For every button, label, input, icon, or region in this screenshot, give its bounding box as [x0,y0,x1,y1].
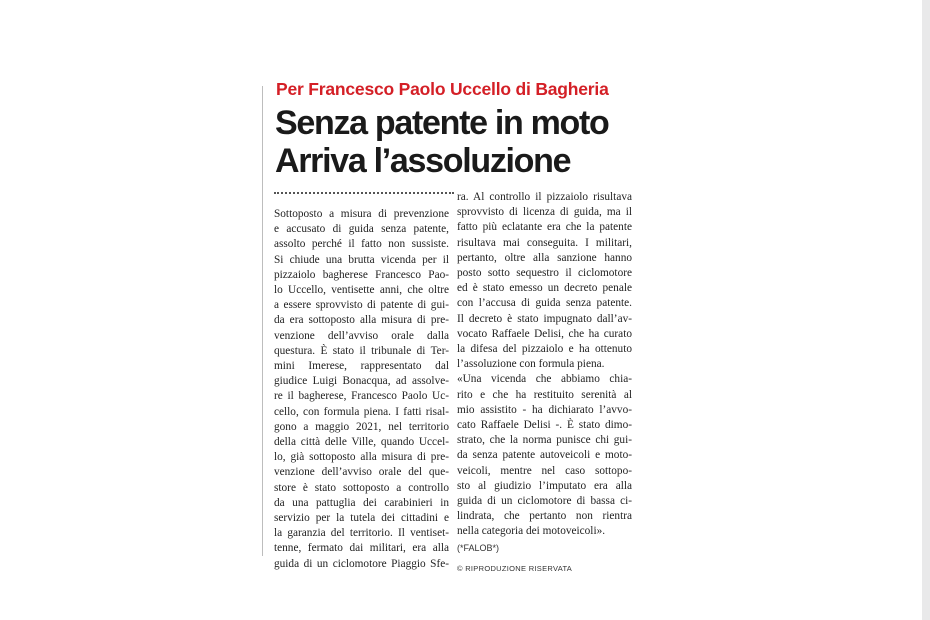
text-line: vocato Raffaele Delisi, che ha curato [457,327,632,340]
text-line: della città delle Ville, quando Uccel- [274,436,449,449]
text-line: guida di un ciclomotore Piaggio Sfe- [274,557,449,570]
text-line: mio assistito - ha dichiarato l’avvo- [457,403,632,416]
text-line: rito e che ha restituito serenità al [457,388,632,401]
text-line: servizio per la tutela dei cittadini e [274,512,449,525]
text-line: pertanto, oltre alla sanzione hanno [457,251,632,264]
quote-paragraph [457,372,632,539]
text-line: da una pattuglia dei carabinieri in [274,496,449,509]
copyright-notice: © RIPRODUZIONE RISERVATA [457,563,573,573]
text-line: sprovvisto di licenza di guida, ma il [457,206,632,219]
body-paragraph [457,190,632,372]
text-line: a essere sprovvisto di patente di gui- [274,299,449,312]
text-line: Il decreto è stato impugnato dall’av- [457,312,632,325]
text-line: «Una vicenda che abbiamo chia- [457,373,632,386]
text-line: posto sotto sequestro il ciclomotore [457,267,632,280]
text-line: da era sottoposto alla misura di pre- [274,314,449,327]
text-line: cato Raffaele Delisi -. È stato dimo- [457,419,632,432]
text-line: e accusato di guida senza patente, [274,223,449,236]
headline-line: Senza patente in moto [275,104,609,142]
article-headline [275,104,609,180]
text-line: giudice Luigi Bonacqua, ad assolve- [274,375,449,388]
dotted-separator [274,192,454,194]
text-line: lo, già sottoposto alla misura di pre- [274,451,449,464]
body-paragraph [274,207,449,572]
text-line: Sottoposto a misura di prevenzione [274,208,449,220]
newspaper-clipping [262,76,640,573]
headline-line: Arriva l’assoluzione [275,142,571,180]
text-line: gono a maggio 2021, nel territorio [274,420,449,433]
text-line: nella categoria dei motoveicoli». [457,525,606,538]
text-line: lo Uccello, ventisette anni, che oltre [274,284,449,297]
text-line: mini Imerese, rappresentato dal [274,360,449,373]
text-line: re il bagherese, Francesco Paolo Uc- [274,390,449,403]
text-line: strato, che la norma punisce chi gui- [457,434,632,447]
body-column-2 [457,190,632,576]
text-line: guida di un ciclomotore di bassa ci- [457,495,632,508]
text-line: ed è stato emesso un decreto penale [457,282,632,295]
column-rule [262,86,263,556]
text-line: Si chiude una brutta vicenda per il [274,253,449,266]
text-line: pizzaiolo bagherese Francesco Pao- [274,268,449,281]
article-kicker: Per Francesco Paolo Uccello di Bagheria [276,79,609,99]
text-line: lindrata, che pertanto non rientra [457,510,632,523]
text-line: la difesa del pizzaiolo e ha ottenuto [457,343,632,356]
text-line: con l’accusa di guida senza patente. [457,297,632,310]
text-line: tenne, fermato dai militari, era alla [274,542,449,555]
text-line: questura. È stato il tribunale di Ter- [274,344,449,357]
text-line: l’assoluzione con formula piena. [457,358,605,371]
author-signature: (*FALOB*) [457,542,500,553]
text-line: sto al giudizio l’imputato era alla [457,479,632,492]
text-line: veicoli, mentre nel caso sottopo- [457,464,632,477]
text-line: da senza patente autoveicoli e moto- [457,449,632,462]
text-line: store è stato sottoposto a controllo [274,481,449,494]
text-line: venzione dell’avviso orale del que- [274,466,449,479]
body-column-1 [274,207,449,572]
text-line: venzione dell’avviso orale dalla [274,329,449,342]
text-line: la garanzia del territorio. Il ventiset- [274,527,449,540]
text-line: fatto più eclatante era che la patente [457,221,632,234]
text-line: risultava mai conseguita. I militari, [457,236,632,249]
window-edge [922,0,930,620]
text-line: assolto perché il fatto non sussiste. [274,238,449,251]
text-line: cello, con formula piena. I fatti risal- [274,405,449,418]
text-line: ra. Al controllo il pizzaiolo risultava [457,191,632,203]
